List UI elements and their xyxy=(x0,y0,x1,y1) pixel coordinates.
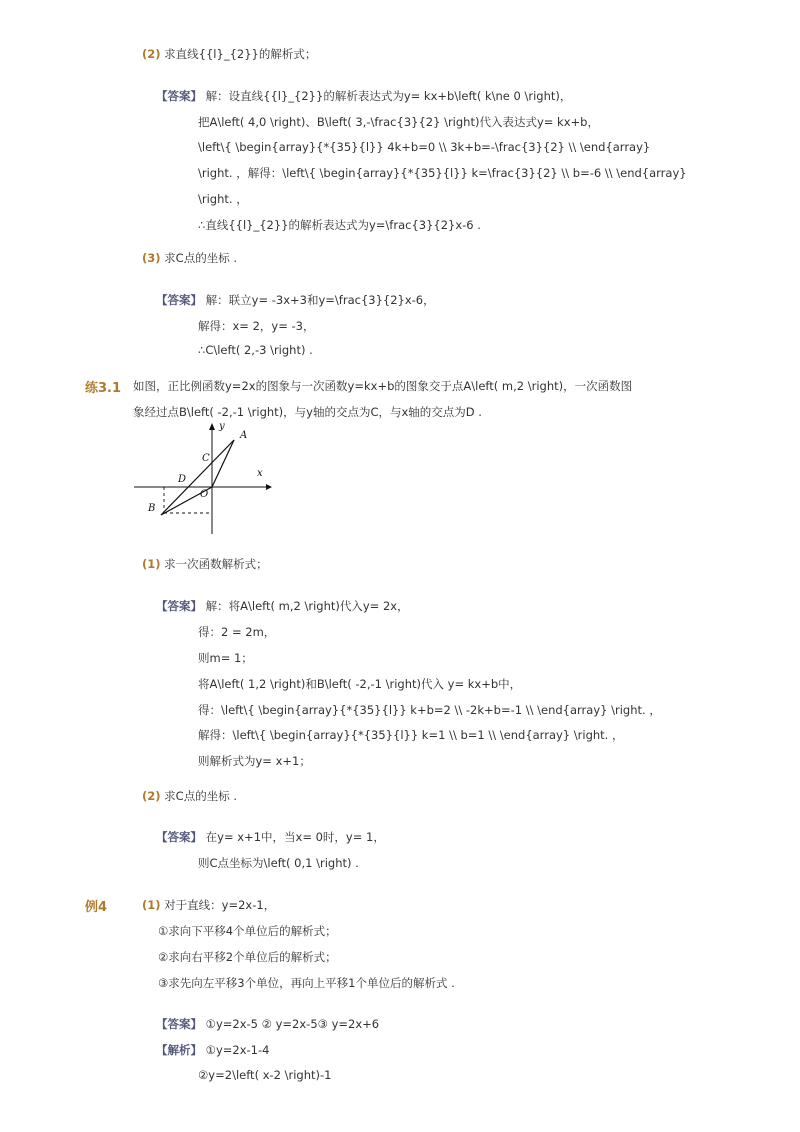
solution-line: 解得：x= 2，y= -3， xyxy=(198,319,315,333)
solution-line: 得：2 = 2m， xyxy=(198,625,276,639)
point-b-label: B xyxy=(148,503,156,514)
line-y-2x xyxy=(212,440,234,487)
question-number: (1) xyxy=(142,898,161,912)
y-axis-label: y xyxy=(219,421,225,432)
solution-line: 得：\left\{ \begin{array}{*{35}{l}} k+b=2 \\ -2k+b=-1 \\ \end{array} \right. ， xyxy=(198,703,661,717)
question-2b xyxy=(142,788,237,804)
analysis-label: 【解析】 xyxy=(156,1043,202,1057)
question-number: (1) xyxy=(142,557,161,571)
solution-line: ②y=2\left( x-2 \right)-1 xyxy=(198,1068,332,1082)
question-text: 求一次函数解析式； xyxy=(164,557,268,571)
solution-line: 则C点坐标为\left( 0,1 \right) . xyxy=(198,856,359,870)
question-1b xyxy=(142,897,275,913)
y-axis-arrow xyxy=(209,423,215,430)
sub-question: ①求向下平移4个单位后的解析式； xyxy=(158,924,337,938)
exercise-text: 象经过点B\left( -2,-1 \right)，与y轴的交点为C，与x轴的交点为D . xyxy=(133,405,482,419)
answer-text: ①y=2x-5 ② y=2x-5③ y=2x+6 xyxy=(205,1017,380,1031)
sub-question: ③求先向左平移3个单位，再向上平移1个单位后的解析式 . xyxy=(158,976,455,990)
solution-line: 则解析式为y= x+1； xyxy=(198,754,311,768)
line-y-kx-b xyxy=(161,440,234,515)
solution-line: 将A\left( 1,2 \right)和B\left( -2,-1 \right)代入 y= kx+b中， xyxy=(198,677,522,691)
question-3 xyxy=(142,250,237,266)
analysis-text: ①y=2x-1-4 xyxy=(205,1043,270,1057)
origin-label: O xyxy=(200,489,209,500)
answer-label: 【答案】 xyxy=(156,599,202,613)
exercise-label: 练3.1 xyxy=(85,381,122,396)
question-1 xyxy=(142,556,268,572)
answer-text: 解：设直线{{l}_{2}}的解析表达式为y= kx+b\left( k\ne 0 \right)， xyxy=(205,89,572,103)
solution-line: ∴直线{{l}_{2}}的解析表达式为y=\frac{3}{2}x-6 . xyxy=(198,218,481,232)
answer-line xyxy=(156,88,571,104)
function-graph-figure xyxy=(128,418,278,536)
solution-line: 则m= 1； xyxy=(198,651,253,665)
answer-label: 【答案】 xyxy=(156,89,202,103)
question-number: (3) xyxy=(142,251,161,265)
answer-label: 【答案】 xyxy=(156,830,202,844)
point-a-label: A xyxy=(240,430,248,441)
x-axis-arrow xyxy=(266,484,272,490)
solution-line: ∴C\left( 2,-3 \right) . xyxy=(198,343,313,357)
answer-line xyxy=(156,292,435,308)
answer-line xyxy=(156,598,409,614)
exercise-text: 如图，正比例函数y=2x的图象与一次函数y=kx+b的图象交于点A\left( m,2 \right)，一次函数图 xyxy=(133,379,633,393)
analysis-line xyxy=(156,1042,269,1058)
point-d-label: D xyxy=(178,474,187,485)
x-axis-label: x xyxy=(257,468,263,479)
answer-label: 【答案】 xyxy=(156,1017,202,1031)
solution-line: \left\{ \begin{array}{*{35}{l}} 4k+b=0 \\ 3k+b=-\frac{3}{2} \\ \end{array} xyxy=(198,140,651,154)
answer-line xyxy=(156,829,385,845)
question-text: 求C点的坐标 . xyxy=(164,251,238,265)
point-c-label: C xyxy=(202,453,210,464)
solution-line: 把A\left( 4,0 \right)、B\left( 3,-\frac{3}{2} \right)代入表达式y= kx+b， xyxy=(198,115,599,129)
answer-label: 【答案】 xyxy=(156,293,202,307)
question-text: 求C点的坐标 . xyxy=(164,789,238,803)
question-text: 对于直线：y=2x-1， xyxy=(164,898,276,912)
example-label: 例4 xyxy=(85,900,108,915)
answer-text: 解：联立y= -3x+3和y=\frac{3}{2}x-6， xyxy=(205,293,435,307)
solution-line: \right. ，解得：\left\{ \begin{array}{*{35}{l}} k=\frac{3}{2} \\ b=-6 \\ \end{array} xyxy=(198,166,687,180)
solution-line: \right. ， xyxy=(198,192,248,206)
answer-line xyxy=(156,1016,379,1032)
answer-text: 解：将A\left( m,2 \right)代入y= 2x， xyxy=(205,599,409,613)
question-text: 求直线{{l}_{2}}的解析式； xyxy=(164,47,317,61)
question-2 xyxy=(142,46,316,62)
solution-line: 解得：\left\{ \begin{array}{*{35}{l}} k=1 \\ b=1 \\ \end{array} \right. ， xyxy=(198,728,624,742)
answer-text: 在y= x+1中，当x= 0时，y= 1， xyxy=(205,830,385,844)
question-number: (2) xyxy=(142,47,161,61)
question-number: (2) xyxy=(142,789,161,803)
sub-question: ②求向右平移2个单位后的解析式； xyxy=(158,950,337,964)
